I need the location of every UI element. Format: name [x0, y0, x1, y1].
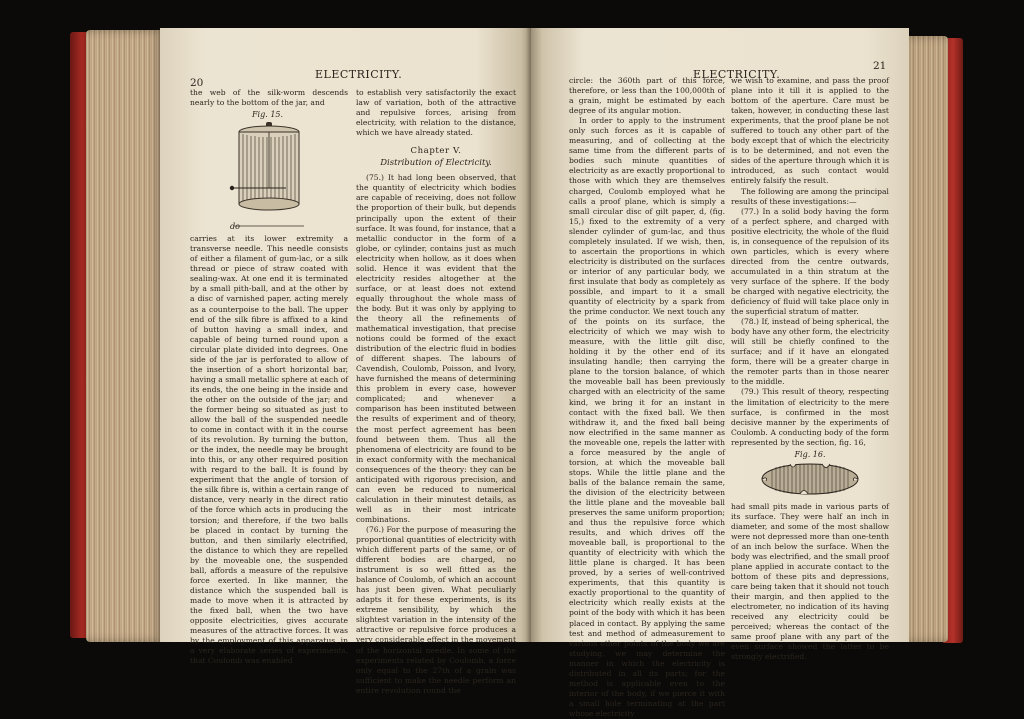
- right-col2-bottom-text: had small pits made in various parts of its surface. They were half an inch in diameter, and some of the most shallow were not depressed more than one-tenth of an inch below the surface. When the body was electrified, and the small proof plane applied in accurate contact to the bottom of these pits and depressions, care being taken that it should not touch their margin, and then applied to the electrometer, no indication of its having received any electricity could be perceived; whereas the contact of the same proof plane with any part of the even surface showed the latter to be strongly electrified.: [731, 501, 889, 662]
- right-page: [531, 28, 909, 718]
- fig16-label: Fig. 16.: [794, 449, 826, 459]
- paragraph-79: (79.) This result of theory, respecting the limitation of electricity to the mere surface, is confirmed in the most decisive manner by the experiments of Coulomb. A conducting body of the form represented by the section, fig. 16,: [731, 387, 889, 447]
- paragraph-77: (77.) In a solid body having the form of a perfect sphere, and charged with positive electricity, the whole of the fluid is, in consequence of the repulsion of its own particles, which is every where directed from the centre outwards, accumulated in a thin stratum at the very surface of the sphere. If the body be charged with negative electricity, the deficiency of fluid will take place only in the superficial stratum of matter.: [731, 206, 889, 317]
- right-col2-top-text: we wish to examine, and pass the proof plane into it till it is applied to the bottom of the aperture. Care must be taken, however, in conducting these last experiments, that the proof plane be not suffered to touch any other part of the body except that of which the electricity is to be determined, and not even the sides of the aperture through which it is introduced, as such contact would entirely falsify the result.: [731, 76, 889, 186]
- left-page-number: 20: [190, 77, 204, 89]
- right-col1-top-text: circle: the 360th part of this force, therefore, or less than the 100,000th of a grain, might be estimated by each degree of its angular motion.: [569, 76, 725, 116]
- paragraph-75: (75.) It had long been observed, that the quantity of electricity which bodies are capable of receiving, does not follow the proportion of their bulk, but depends principally upon the extent of their surface. It was found, for instance, that a metallic conductor in the form of a globe, or cylinder, contains just as much electricity when hollow, as it does when solid. Hence it was evident that the electricity resides altogether at the surface, or at least does not extend equally throughout the whole mass of the body. But it was only by applying to the theory all the refinements of mathematical investigation, that precise notions could be formed of the exact distribution of the electric fluid in bodies of different shapes. The labours of Cavendish, Coulomb, Poisson, and Ivory, have furnished the means of determining this problem in every case, however complicated; and whenever a comparison has been instituted between the results of experiment and of theory, the most perfect agreement has been found between them. Thus all the phenomena of electricity are found to be in exact conformity with the mechanical consequences of the theory: they can be anticipated with rigorous precision, and can even be reduced to numerical calculation in their minutest details, as well as in their most intricate combinations.: [356, 173, 516, 524]
- left-col1-top-text: the web of the silk-worm descends nearly to the bottom of the jar, and: [190, 88, 348, 108]
- left-col2-top-text: to establish very satisfactorily the exact law of variation, both of the attractive and repulsive forces, arising from electricity, with relation to the distance, which we have already stated.: [356, 88, 516, 138]
- right-running-head: ELECTRICITY.: [693, 68, 781, 81]
- right-page-column-1: [569, 76, 725, 718]
- paragraph-78: (78.) If, instead of being spherical, the body have any other form, the electricity will still be chiefly confined to the surface; and if it have an elongated form, there will be a greater charge in the remoter parts than in those nearer to the middle.: [731, 317, 889, 387]
- fig15-caption: do: [230, 222, 240, 232]
- fig15-torsion-balance-illustration: [224, 122, 314, 234]
- left-page-column-2: [356, 88, 516, 695]
- chapter-subtitle: Distribution of Electricity.: [380, 158, 492, 169]
- left-page-column-1: [190, 88, 349, 666]
- paragraph-76: (76.) For the purpose of measuring the proportional quantities of electricity with which different parts of the same, or of different bodies are charged, no instrument is so well fitted as the balance of Coulomb, of which an account has just been given. What peculiarly adapts it for these experiments, is its extreme sensibility, by which the slightest variation in the intensity of the attractive or repulsive force produces a very considerable effect in the movement of the horizontal needle. In some of the experiments related by Coulomb, a force only equal to the 27th of a grain was sufficient to make the needle perform an entire revolution round the: [356, 524, 516, 695]
- fig16-conductor-section-illustration: [760, 462, 860, 496]
- right-page-column-2: [731, 76, 889, 662]
- right-page-number: 21: [873, 60, 887, 72]
- right-col2-intro: The following are among the principal results of these investigations:—: [731, 186, 889, 206]
- fig15-label: Fig. 15.: [252, 110, 284, 120]
- chapter-heading: Chapter V.: [410, 146, 462, 157]
- right-col1-paragraph: In order to apply to the instrument only such forces as it is capable of measuring, and of collecting at the same time from the different parts of bodies such minute quantities of electricity as are exactly proportional to those with which they are themselves charged, Coulomb employed what he calls a proof plane, which is simply a small circular disc of gilt paper, d, (fig. 15,) fixed to the extremity of a very slender cylinder of gum-lac, and thus completely insulated. If we wish, then, to ascertain the proportions in which electricity is distributed on the surfaces or interior of any particular body, we first insulate that body as completely as possible, and impart to it a small quantity of electricity by a spark from the prime conductor. We next touch any of the points on its surface, the electricity of which we may wish to measure, with the little gilt disc, holding it by the other end of its insulating handle; then carrying the plane to the torsion balance, of which the moveable ball has been previously charged with an electricity of the same kind, we bring it for an instant in contact with the fixed ball. We then withdraw it, and the fixed ball being now electrified in the same manner as the moveable one, repels the latter with a force measured by the angle of torsion, at which the moveable ball stops. While the little plane and the balls of the balance remain the same, the division of the electricity between the little plane and the moveable ball preserves the same uniform proportion; and thus the repulsive force which results, and which drives off the moveable ball, is proportional to the quantity of electricity with which the little plane is charged. It has been proved, by a series of well-contrived experiments, that this quantity is exactly proportional to the quantity of electricity which really exists at the point of the body with which it has been placed in contact. By applying the same test and method of admeasurement to various other points of the body we are studying, we may determine the manner in which the electricity is distributed in all its parts; for the method is applicable even to the interior of the body, if we pierce it with a small hole terminating at the part whose electricity: [569, 116, 725, 718]
- page-edges-left: [86, 30, 164, 642]
- left-page: [160, 28, 532, 695]
- left-running-head: ELECTRICITY.: [315, 68, 403, 81]
- left-col1-body: carries at its lower extremity a transverse needle. This needle consists of either a filament of gum-lac, or a silk thread or piece of straw coated with sealing-wax. At one end it is terminated by a small pith-ball, and at the other by a disc of varnished paper, acting merely as a counterpoise to the ball. The upper end of the silk fibre is affixed to a kind of button having a small index, and capable of being turned round upon a circular plate divided into degrees. One side of the jar is perforated to allow of the insertion of a short horizontal bar, having a small metallic sphere at each of its ends, the one being in the inside and the other on the outside of the jar; and the former being so situated as just to allow the ball of the suspended needle to come in contact with it in the course of its revolution. By turning the button, or the index, the needle may be brought into this, or any other required position with regard to the ball. It is found by experiment that the angle of torsion of the silk fibre is, within a certain range of distance, very nearly in the direct ratio of the force which acts in producing the torsion; and therefore, if the two balls be placed in contact by turning the button, and then similarly electrified, the distance to which they are repelled by the moveable one, the suspended ball, affords a measure of the repulsive force exerted. In like manner, the distance which the suspended ball is made to move when it is attracted by the fixed ball, when the two have opposite electricities, gives accurate measures of the attractive forces. It was by the employment of this apparatus, in a very elaborate series of experiments, that Coulomb was enabled: [190, 234, 349, 666]
